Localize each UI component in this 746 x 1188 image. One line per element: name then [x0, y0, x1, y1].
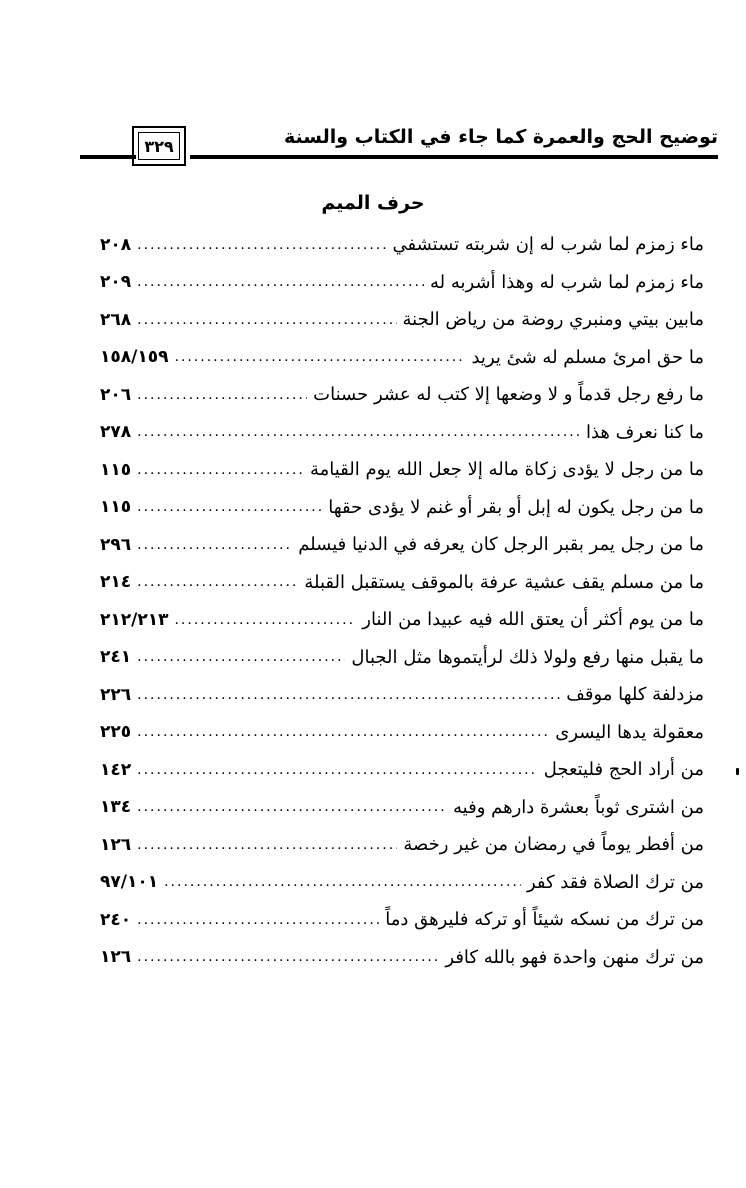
- entry-page-ref: ٢٢٦: [100, 684, 132, 705]
- dot-leader: [137, 387, 307, 403]
- index-entry: [100, 376, 704, 414]
- entry-page-ref: ٢١٢/٢١٣: [100, 609, 169, 630]
- entry-page-ref: ٢٠٩: [100, 272, 132, 293]
- entry-page-ref: ١٤٢: [100, 759, 132, 780]
- book-title: توضيح الحج والعمرة كما جاء في الكتاب والسنة: [283, 126, 718, 148]
- entry-page-ref: ١٢٦: [100, 834, 132, 855]
- entry-text: ما من مسلم يقف عشية عرفة بالموقف يستقبل القبلة: [304, 571, 704, 593]
- dot-leader: [174, 349, 465, 365]
- entry-text: ماء زمزم لما شرب له إن شربته تستشفي: [392, 234, 704, 256]
- entry-page-ref: ٢١٤: [100, 572, 132, 593]
- dot-leader: [137, 424, 580, 440]
- entry-page-ref: ٢٠٦: [100, 384, 132, 405]
- entry-page-ref: ٩٧/١٠١: [100, 872, 159, 893]
- index-entry: [100, 264, 704, 302]
- index-entry: [100, 901, 704, 939]
- entry-text: ما من رجل يكون له إبل أو بقر أو غنم لا يؤدى حقها: [328, 496, 704, 518]
- header-rule-left: [80, 155, 136, 159]
- index-entry: [100, 751, 704, 789]
- dot-leader: [174, 612, 356, 628]
- entry-page-ref: ٢٦٨: [100, 309, 132, 330]
- entry-page-ref: ١١٥: [100, 497, 132, 518]
- index-entry: [100, 601, 704, 639]
- index-entry: [100, 301, 704, 339]
- entry-text: ماء زمزم لما شرب له وهذا أشربه له: [430, 271, 704, 293]
- section-heading: حرف الميم: [321, 192, 425, 214]
- running-header: [70, 118, 718, 168]
- entry-text: ما من يوم أكثر أن يعتق الله فيه عبيدا من النار: [362, 609, 704, 631]
- entry-text: مزدلفة كلها موقف: [566, 684, 704, 706]
- dot-leader: [137, 574, 298, 590]
- entry-page-ref: ١٥٨/١٥٩: [100, 347, 169, 368]
- dot-leader: [137, 837, 397, 853]
- header-rule-right: [190, 155, 718, 159]
- index-entry: [100, 339, 704, 377]
- entry-text: من أراد الحج فليتعجل: [543, 759, 704, 781]
- entry-page-ref: ٢٩٦: [100, 534, 132, 555]
- dot-leader: [137, 912, 379, 928]
- entry-page-ref: ١١٥: [100, 459, 132, 480]
- dot-leader: [137, 724, 549, 740]
- entry-text: من أفطر يوماً في رمضان من غير رخصة: [403, 834, 704, 856]
- dot-leader: [137, 687, 560, 703]
- page-number: ٣٢٩: [138, 132, 180, 160]
- dot-leader: [137, 237, 386, 253]
- entry-text: من اشترى ثوباً بعشرة دارهم وفيه: [453, 796, 704, 818]
- index-entry: [100, 939, 704, 977]
- entry-text: ما كنا نعرف هذا: [585, 421, 704, 443]
- index-list: [100, 226, 704, 976]
- entry-page-ref: ٢٢٥: [100, 722, 132, 743]
- index-entry: [100, 526, 704, 564]
- dot-leader: [137, 799, 447, 815]
- entry-text: ما رفع رجل قدماً و لا وضعها إلا كتب له عشر حسنات: [313, 384, 704, 406]
- dot-leader: [137, 312, 396, 328]
- dot-leader: [137, 537, 292, 553]
- margin-mark: [736, 768, 739, 775]
- dot-leader: [137, 949, 439, 965]
- entry-text: مابين بيتي ومنبري روضة من رياض الجنة: [402, 309, 704, 331]
- index-entry: [100, 564, 704, 602]
- dot-leader: [137, 274, 424, 290]
- entry-page-ref: ٢٠٨: [100, 234, 132, 255]
- index-entry: [100, 789, 704, 827]
- dot-leader: [137, 462, 304, 478]
- index-entry: [100, 639, 704, 677]
- entry-text: ما من رجل لا يؤدى زكاة ماله إلا جعل الله يوم القيامة: [309, 459, 704, 481]
- index-entry: [100, 714, 704, 752]
- index-entry: [100, 451, 704, 489]
- index-entry: [100, 489, 704, 527]
- entry-text: ما يقبل منها رفع ولولا ذلك لرأيتموها مثل الجبال: [351, 646, 704, 668]
- index-entry: [100, 826, 704, 864]
- entry-page-ref: ٢٧٨: [100, 422, 132, 443]
- page-number-box: [132, 126, 186, 166]
- dot-leader: [137, 762, 538, 778]
- index-entry: [100, 676, 704, 714]
- index-entry: [100, 864, 704, 902]
- entry-text: من ترك منهن واحدة فهو بالله كافر: [445, 946, 704, 968]
- entry-text: معقولة يدها اليسرى: [555, 721, 704, 743]
- entry-page-ref: ٢٤٠: [100, 909, 132, 930]
- entry-page-ref: ٢٤١: [100, 647, 132, 668]
- index-entry: [100, 414, 704, 452]
- dot-leader: [137, 649, 345, 665]
- entry-page-ref: ١٣٤: [100, 797, 132, 818]
- entry-text: من ترك الصلاة فقد كفر: [526, 871, 704, 893]
- entry-text: من ترك من نسكه شيئاً أو تركه فليرهق دماً: [385, 909, 704, 931]
- index-entry: [100, 226, 704, 264]
- entry-page-ref: ١٢٦: [100, 947, 132, 968]
- entry-text: ما من رجل يمر بقبر الرجل كان يعرفه في الدنيا فيسلم: [298, 534, 704, 556]
- dot-leader: [137, 499, 322, 515]
- dot-leader: [164, 874, 521, 890]
- entry-text: ما حق امرئ مسلم له شئ يريد: [471, 346, 704, 368]
